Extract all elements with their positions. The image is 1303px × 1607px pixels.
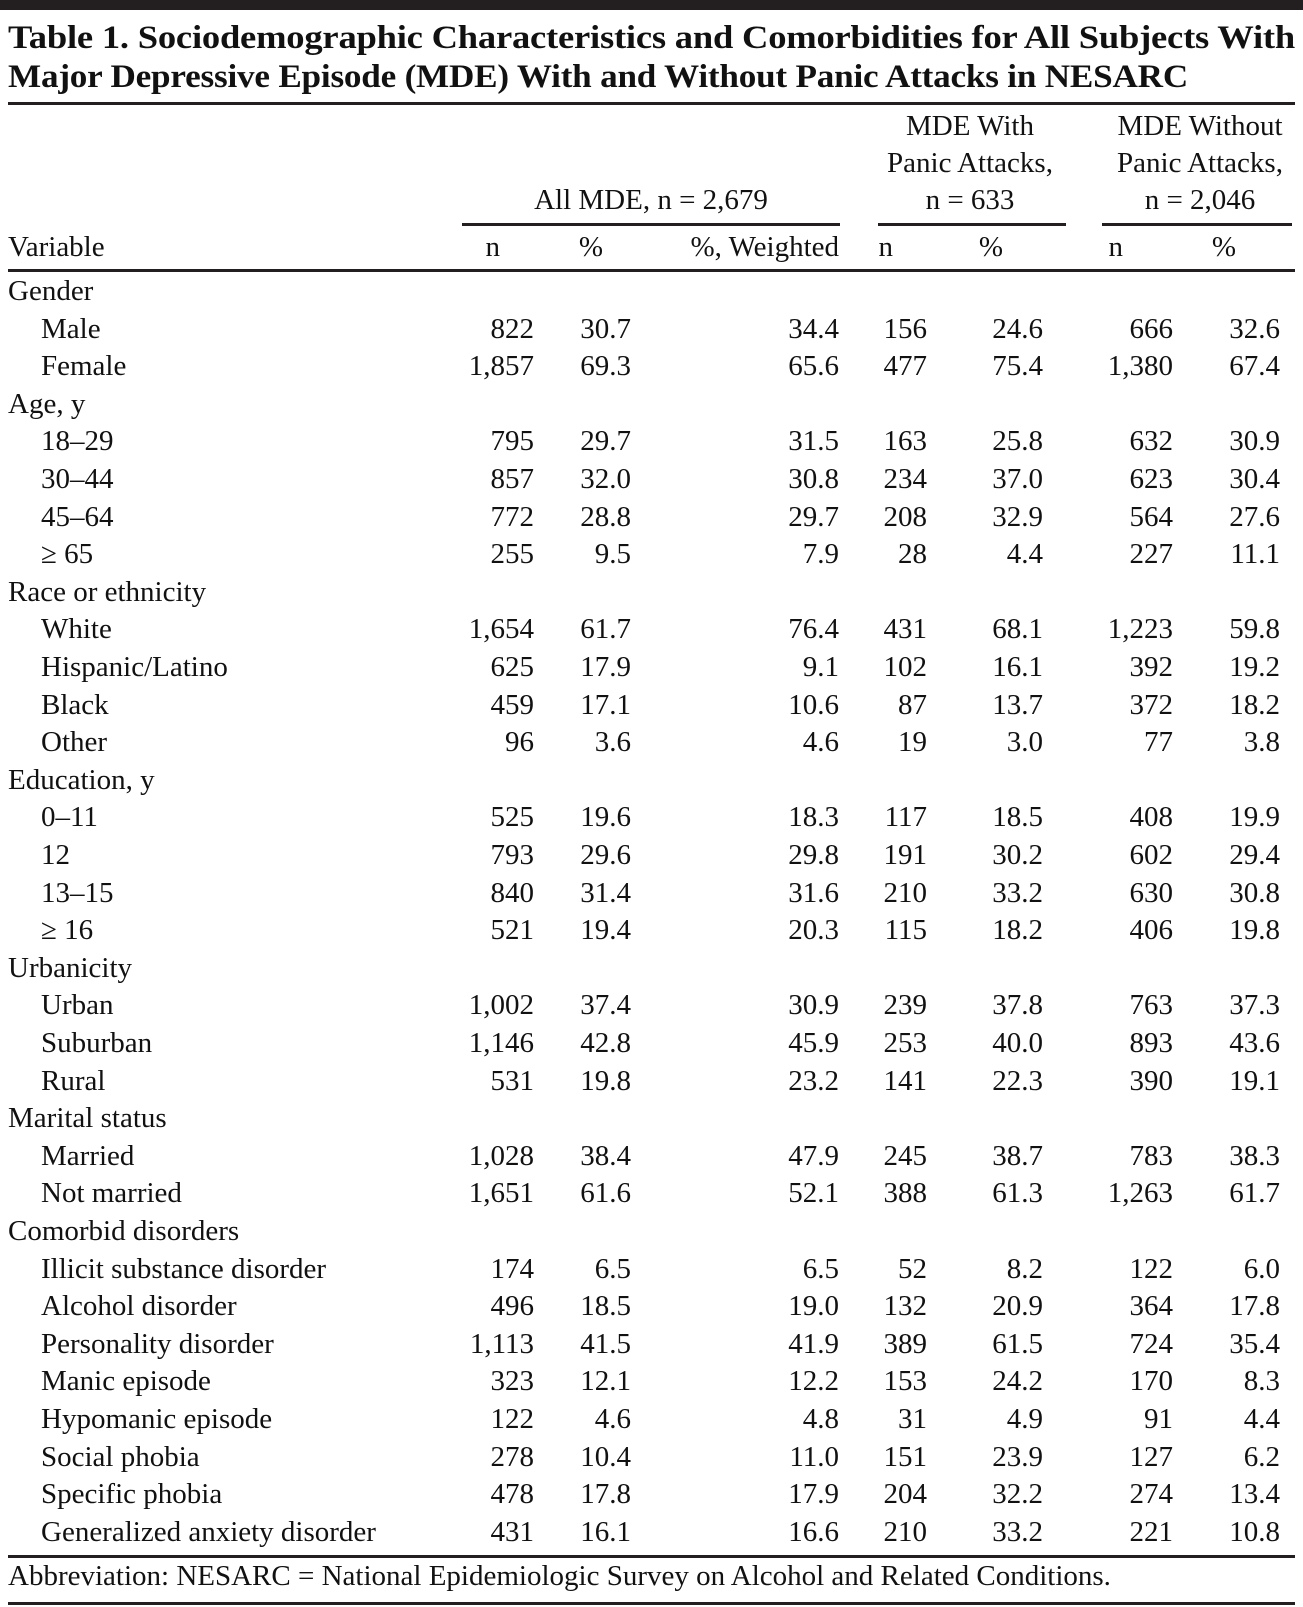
cell-without-n: 1,380 bbox=[1107, 350, 1173, 383]
cell-without-n: 372 bbox=[1129, 688, 1173, 721]
cell-without-n: 893 bbox=[1129, 1027, 1173, 1059]
row-label: Manic episode bbox=[41, 1365, 211, 1398]
row-label: Suburban bbox=[41, 1027, 153, 1059]
cell-with-n: 156 bbox=[883, 312, 927, 345]
cell-without-pct: 35.4 bbox=[1229, 1327, 1280, 1360]
table-row bbox=[0, 724, 1303, 762]
cell-with-pct: 24.2 bbox=[992, 1365, 1043, 1398]
cell-all-pct: 19.6 bbox=[580, 801, 631, 834]
cell-with-n: 191 bbox=[883, 839, 927, 871]
cell-all-pct: 10.4 bbox=[580, 1440, 631, 1473]
cell-without-pct: 19.2 bbox=[1229, 651, 1280, 683]
cell-with-pct: 33.2 bbox=[992, 1515, 1043, 1548]
cell-all-pct-weighted: 52.1 bbox=[788, 1177, 839, 1210]
table-row bbox=[0, 423, 1303, 461]
section-header-row bbox=[0, 1213, 1303, 1251]
cell-with-n: 388 bbox=[883, 1177, 927, 1210]
header-rule bbox=[8, 269, 1295, 272]
cell-with-n: 210 bbox=[883, 1515, 927, 1548]
cell-with-pct: 38.7 bbox=[992, 1139, 1043, 1172]
cell-without-pct: 29.4 bbox=[1229, 839, 1280, 871]
header-with-panic-3: n = 633 bbox=[925, 184, 1015, 216]
row-label: Not married bbox=[41, 1177, 182, 1210]
cell-all-pct-weighted: 7.9 bbox=[802, 538, 839, 571]
cell-all-pct-weighted: 30.8 bbox=[788, 463, 839, 495]
table-row bbox=[0, 499, 1303, 537]
column-header-all-n: n bbox=[485, 231, 500, 263]
cell-all-n: 323 bbox=[490, 1365, 534, 1398]
row-label: Hispanic/Latino bbox=[41, 651, 228, 683]
cell-with-pct: 8.2 bbox=[1006, 1252, 1043, 1285]
cell-with-pct: 25.8 bbox=[992, 425, 1043, 458]
cell-with-n: 234 bbox=[883, 463, 927, 495]
cell-with-n: 132 bbox=[883, 1290, 927, 1323]
table-row bbox=[0, 1251, 1303, 1289]
cell-with-pct: 18.2 bbox=[992, 914, 1043, 947]
cell-with-n: 87 bbox=[898, 688, 927, 721]
header-without-panic-1: MDE Without bbox=[1117, 110, 1283, 142]
cell-all-pct-weighted: 11.0 bbox=[789, 1440, 839, 1473]
table-row bbox=[0, 1025, 1303, 1063]
cell-all-pct: 6.5 bbox=[594, 1252, 631, 1285]
cell-without-pct: 3.8 bbox=[1243, 726, 1280, 759]
cell-all-pct-weighted: 47.9 bbox=[788, 1139, 839, 1172]
cell-all-n: 496 bbox=[490, 1290, 534, 1323]
header-without-panic-2: Panic Attacks, bbox=[1117, 147, 1283, 179]
cell-without-pct: 19.9 bbox=[1229, 801, 1280, 834]
cell-without-pct: 11.1 bbox=[1230, 538, 1280, 571]
section-label: Age, y bbox=[8, 387, 86, 420]
cell-without-n: 564 bbox=[1129, 500, 1173, 533]
footnote: Abbreviation: NESARC = National Epidemiologic Survey on Alcohol and Related Conditions. bbox=[8, 1560, 1111, 1592]
row-label: ≥ 65 bbox=[41, 538, 94, 571]
cell-with-n: 19 bbox=[898, 726, 927, 759]
cell-without-n: 1,223 bbox=[1107, 613, 1173, 646]
cell-without-pct: 38.3 bbox=[1229, 1139, 1280, 1172]
cell-all-pct: 19.4 bbox=[580, 914, 631, 947]
cell-with-pct: 30.2 bbox=[992, 839, 1043, 871]
cell-all-n: 772 bbox=[490, 500, 534, 533]
row-label: Black bbox=[41, 688, 109, 721]
cell-without-pct: 6.0 bbox=[1243, 1252, 1280, 1285]
cell-all-pct: 31.4 bbox=[580, 876, 631, 909]
cell-all-pct: 18.5 bbox=[580, 1290, 631, 1323]
cell-all-n: 525 bbox=[490, 801, 534, 834]
cell-all-n: 1,654 bbox=[468, 613, 534, 646]
cell-with-pct: 23.9 bbox=[992, 1440, 1043, 1473]
cell-with-n: 28 bbox=[898, 538, 927, 571]
cell-all-pct: 69.3 bbox=[580, 350, 631, 383]
cell-without-n: 392 bbox=[1129, 651, 1173, 683]
cell-all-n: 122 bbox=[490, 1403, 534, 1435]
table-row bbox=[0, 1401, 1303, 1439]
header-all-mde: All MDE, n = 2,679 bbox=[534, 184, 768, 216]
cell-all-pct-weighted: 31.6 bbox=[788, 876, 839, 909]
cell-all-n: 625 bbox=[490, 651, 534, 683]
row-label: Male bbox=[41, 312, 101, 345]
cell-all-n: 793 bbox=[490, 839, 534, 871]
column-header-all-pct-weighted: %, Weighted bbox=[690, 231, 839, 263]
cell-without-pct: 4.4 bbox=[1243, 1403, 1280, 1435]
cell-with-pct: 32.2 bbox=[992, 1478, 1043, 1511]
group-rule-without bbox=[1102, 223, 1292, 226]
title-rule bbox=[8, 102, 1295, 105]
cell-without-n: 632 bbox=[1129, 425, 1173, 458]
header-with-panic-2: Panic Attacks, bbox=[887, 147, 1053, 179]
cell-all-pct: 61.7 bbox=[580, 613, 631, 646]
section-header-row bbox=[0, 386, 1303, 424]
cell-with-n: 153 bbox=[883, 1365, 927, 1398]
table-row bbox=[0, 1175, 1303, 1213]
cell-all-pct: 38.4 bbox=[580, 1139, 631, 1172]
table-row bbox=[0, 311, 1303, 349]
section-header-row bbox=[0, 950, 1303, 988]
cell-without-n: 408 bbox=[1129, 801, 1173, 834]
cell-with-pct: 37.8 bbox=[992, 989, 1043, 1022]
row-label: 45–64 bbox=[41, 500, 114, 533]
cell-with-pct: 24.6 bbox=[992, 312, 1043, 345]
row-label: Alcohol disorder bbox=[41, 1290, 237, 1323]
row-label: Personality disorder bbox=[41, 1327, 274, 1360]
cell-with-n: 31 bbox=[898, 1403, 927, 1435]
cell-without-n: 274 bbox=[1129, 1478, 1173, 1511]
cell-all-pct: 42.8 bbox=[580, 1027, 631, 1059]
cell-with-pct: 37.0 bbox=[992, 463, 1043, 495]
cell-all-n: 1,113 bbox=[469, 1327, 534, 1360]
cell-all-pct-weighted: 20.3 bbox=[788, 914, 839, 947]
table-row bbox=[0, 687, 1303, 725]
cell-all-pct-weighted: 18.3 bbox=[788, 801, 839, 834]
cell-with-pct: 33.2 bbox=[992, 876, 1043, 909]
cell-all-pct: 41.5 bbox=[580, 1327, 631, 1360]
cell-all-n: 1,002 bbox=[468, 989, 534, 1022]
cell-all-pct-weighted: 4.6 bbox=[802, 726, 839, 759]
table-row bbox=[0, 987, 1303, 1025]
cell-without-n: 221 bbox=[1129, 1515, 1173, 1548]
cell-with-pct: 75.4 bbox=[992, 350, 1043, 383]
row-label: Hypomanic episode bbox=[41, 1403, 273, 1435]
table-row bbox=[0, 1063, 1303, 1101]
cell-with-pct: 4.9 bbox=[1006, 1403, 1043, 1435]
cell-with-n: 102 bbox=[883, 651, 927, 683]
row-label: 12 bbox=[41, 839, 70, 871]
table-row bbox=[0, 611, 1303, 649]
cell-with-n: 141 bbox=[883, 1064, 927, 1097]
cell-without-pct: 43.6 bbox=[1229, 1027, 1280, 1059]
section-header-row bbox=[0, 574, 1303, 612]
column-header-without-pct: % bbox=[1211, 231, 1236, 263]
cell-with-n: 151 bbox=[883, 1440, 927, 1473]
cell-all-pct: 16.1 bbox=[580, 1515, 631, 1548]
row-label: Other bbox=[41, 726, 108, 759]
table-row bbox=[0, 536, 1303, 574]
cell-without-n: 77 bbox=[1144, 726, 1173, 759]
group-rule-all bbox=[462, 223, 840, 226]
cell-all-pct: 4.6 bbox=[594, 1403, 631, 1435]
cell-with-pct: 22.3 bbox=[992, 1064, 1043, 1097]
cell-all-pct-weighted: 29.8 bbox=[788, 839, 839, 871]
cell-without-pct: 27.6 bbox=[1229, 500, 1280, 533]
cell-without-n: 602 bbox=[1129, 839, 1173, 871]
group-rule-with bbox=[878, 223, 1066, 226]
row-label: Specific phobia bbox=[41, 1478, 223, 1511]
section-label: Comorbid disorders bbox=[8, 1215, 240, 1247]
cell-without-n: 91 bbox=[1144, 1403, 1173, 1435]
cell-with-n: 389 bbox=[883, 1327, 927, 1360]
table-row bbox=[0, 1363, 1303, 1401]
row-label: Social phobia bbox=[41, 1440, 200, 1473]
cell-without-pct: 13.4 bbox=[1229, 1478, 1280, 1511]
cell-all-pct: 30.7 bbox=[580, 312, 631, 345]
cell-all-pct-weighted: 17.9 bbox=[788, 1478, 839, 1511]
table-row bbox=[0, 1138, 1303, 1176]
section-label: Gender bbox=[8, 275, 94, 307]
cell-with-n: 117 bbox=[884, 801, 927, 834]
cell-without-n: 724 bbox=[1129, 1327, 1173, 1360]
cell-without-n: 390 bbox=[1129, 1064, 1173, 1097]
cell-with-n: 52 bbox=[898, 1252, 927, 1285]
row-label: Urban bbox=[41, 989, 114, 1022]
cell-all-pct-weighted: 45.9 bbox=[788, 1027, 839, 1059]
cell-all-n: 822 bbox=[490, 312, 534, 345]
table-title-line-2: Major Depressive Episode (MDE) With and Without Panic Attacks in NESARC bbox=[8, 59, 1188, 95]
cell-all-n: 174 bbox=[490, 1252, 534, 1285]
table-row bbox=[0, 1326, 1303, 1364]
cell-all-n: 459 bbox=[490, 688, 534, 721]
column-header-with-pct: % bbox=[978, 231, 1003, 263]
cell-without-pct: 30.4 bbox=[1229, 463, 1280, 495]
cell-all-pct: 9.5 bbox=[594, 538, 631, 571]
cell-without-pct: 32.6 bbox=[1229, 312, 1280, 345]
cell-all-n: 521 bbox=[490, 914, 534, 947]
cell-all-pct: 29.7 bbox=[580, 425, 631, 458]
table-row bbox=[0, 1288, 1303, 1326]
section-header-row bbox=[0, 273, 1303, 311]
row-label: White bbox=[41, 613, 112, 646]
column-header-variable: Variable bbox=[8, 231, 105, 263]
cell-all-pct-weighted: 65.6 bbox=[788, 350, 839, 383]
cell-all-n: 531 bbox=[490, 1064, 534, 1097]
cell-with-n: 163 bbox=[883, 425, 927, 458]
cell-without-n: 406 bbox=[1129, 914, 1173, 947]
cell-with-pct: 68.1 bbox=[992, 613, 1043, 646]
cell-all-pct: 29.6 bbox=[580, 839, 631, 871]
cell-without-pct: 10.8 bbox=[1229, 1515, 1280, 1548]
cell-with-pct: 40.0 bbox=[992, 1027, 1043, 1059]
cell-without-pct: 18.2 bbox=[1229, 688, 1280, 721]
cell-all-pct: 61.6 bbox=[580, 1177, 631, 1210]
cell-all-pct-weighted: 76.4 bbox=[788, 613, 839, 646]
cell-all-pct-weighted: 10.6 bbox=[788, 688, 839, 721]
cell-all-n: 96 bbox=[505, 726, 534, 759]
cell-all-pct-weighted: 29.7 bbox=[788, 500, 839, 533]
cell-all-pct-weighted: 12.2 bbox=[788, 1365, 839, 1398]
row-label: 0–11 bbox=[41, 801, 98, 834]
cell-with-n: 431 bbox=[883, 613, 927, 646]
cell-with-pct: 4.4 bbox=[1006, 538, 1043, 571]
cell-all-n: 255 bbox=[490, 538, 534, 571]
section-label: Marital status bbox=[8, 1102, 167, 1135]
table-row bbox=[0, 649, 1303, 687]
cell-without-n: 127 bbox=[1129, 1440, 1173, 1473]
column-header-all-pct: % bbox=[578, 231, 603, 263]
cell-without-pct: 8.3 bbox=[1243, 1365, 1280, 1398]
row-label: Generalized anxiety disorder bbox=[41, 1515, 376, 1548]
cell-without-n: 623 bbox=[1129, 463, 1173, 495]
cell-all-pct-weighted: 31.5 bbox=[788, 425, 839, 458]
cell-without-n: 122 bbox=[1129, 1252, 1173, 1285]
row-label: ≥ 16 bbox=[41, 914, 94, 947]
cell-without-n: 666 bbox=[1129, 312, 1173, 345]
column-header-without-n: n bbox=[1108, 231, 1123, 263]
cell-with-n: 208 bbox=[883, 500, 927, 533]
cell-without-n: 783 bbox=[1129, 1139, 1173, 1172]
cell-with-n: 210 bbox=[883, 876, 927, 909]
table-row bbox=[0, 837, 1303, 875]
cell-all-pct-weighted: 30.9 bbox=[788, 989, 839, 1022]
row-label: 18–29 bbox=[41, 425, 114, 458]
row-label: Female bbox=[41, 350, 127, 383]
cell-with-pct: 18.5 bbox=[992, 801, 1043, 834]
cell-with-n: 253 bbox=[883, 1027, 927, 1059]
cell-without-n: 1,263 bbox=[1107, 1177, 1173, 1210]
cell-all-n: 1,146 bbox=[468, 1027, 534, 1059]
cell-all-pct-weighted: 19.0 bbox=[788, 1290, 839, 1323]
cell-without-pct: 59.8 bbox=[1229, 613, 1280, 646]
cell-with-n: 204 bbox=[883, 1478, 927, 1511]
cell-all-n: 840 bbox=[490, 876, 534, 909]
table-row bbox=[0, 1439, 1303, 1477]
cell-all-pct-weighted: 6.5 bbox=[802, 1252, 839, 1285]
cell-without-pct: 19.1 bbox=[1229, 1064, 1280, 1097]
cell-without-pct: 37.3 bbox=[1229, 989, 1280, 1022]
cell-without-pct: 67.4 bbox=[1229, 350, 1280, 383]
cell-all-pct: 17.1 bbox=[580, 688, 631, 721]
cell-all-n: 478 bbox=[490, 1478, 534, 1511]
cell-all-pct: 17.8 bbox=[580, 1478, 631, 1511]
cell-with-n: 477 bbox=[883, 350, 927, 383]
cell-without-n: 763 bbox=[1129, 989, 1173, 1022]
cell-all-pct: 37.4 bbox=[580, 989, 631, 1022]
table-row bbox=[0, 348, 1303, 386]
cell-without-pct: 19.8 bbox=[1229, 914, 1280, 947]
table-row bbox=[0, 875, 1303, 913]
cell-without-n: 630 bbox=[1129, 876, 1173, 909]
row-label: Married bbox=[41, 1139, 135, 1172]
cell-all-n: 1,028 bbox=[468, 1139, 534, 1172]
section-header-row bbox=[0, 762, 1303, 800]
table-row bbox=[0, 1476, 1303, 1514]
table-row bbox=[0, 912, 1303, 950]
cell-without-n: 227 bbox=[1129, 538, 1173, 571]
table-title-line-1: Table 1. Sociodemographic Characteristics and Comorbidities for All Subjects With bbox=[8, 20, 1295, 56]
cell-all-n: 278 bbox=[490, 1440, 534, 1473]
cell-all-pct: 28.8 bbox=[580, 500, 631, 533]
row-label: 13–15 bbox=[41, 876, 114, 909]
cell-with-n: 245 bbox=[883, 1139, 927, 1172]
column-header-row bbox=[0, 229, 1303, 267]
table-row bbox=[0, 1514, 1303, 1552]
cell-with-n: 239 bbox=[883, 989, 927, 1022]
cell-all-pct: 32.0 bbox=[580, 463, 631, 495]
section-header-row bbox=[0, 1100, 1303, 1138]
cell-with-pct: 32.9 bbox=[992, 500, 1043, 533]
cell-without-pct: 30.9 bbox=[1229, 425, 1280, 458]
section-label: Urbanicity bbox=[8, 951, 133, 984]
table-row bbox=[0, 799, 1303, 837]
footnote-rule bbox=[8, 1602, 1295, 1605]
top-rule bbox=[0, 0, 1303, 10]
cell-all-pct-weighted: 23.2 bbox=[788, 1064, 839, 1097]
cell-with-pct: 20.9 bbox=[992, 1290, 1043, 1323]
table-row bbox=[0, 461, 1303, 499]
cell-all-pct-weighted: 41.9 bbox=[788, 1327, 839, 1360]
section-label: Education, y bbox=[8, 763, 155, 796]
cell-all-pct-weighted: 4.8 bbox=[802, 1403, 839, 1435]
cell-all-n: 1,651 bbox=[468, 1177, 534, 1210]
cell-all-pct: 17.9 bbox=[580, 651, 631, 683]
cell-without-pct: 30.8 bbox=[1229, 876, 1280, 909]
cell-with-pct: 61.3 bbox=[992, 1177, 1043, 1210]
cell-without-pct: 61.7 bbox=[1229, 1177, 1280, 1210]
cell-with-pct: 16.1 bbox=[992, 651, 1043, 683]
bottom-table-rule bbox=[8, 1555, 1295, 1558]
cell-all-n: 857 bbox=[490, 463, 534, 495]
cell-all-pct: 12.1 bbox=[580, 1365, 631, 1398]
cell-with-pct: 3.0 bbox=[1006, 726, 1043, 759]
section-label: Race or ethnicity bbox=[8, 575, 207, 608]
cell-with-pct: 61.5 bbox=[992, 1327, 1043, 1360]
cell-all-pct: 3.6 bbox=[594, 726, 631, 759]
cell-without-pct: 17.8 bbox=[1229, 1290, 1280, 1323]
cell-with-n: 115 bbox=[884, 914, 927, 947]
header-without-panic-3: n = 2,046 bbox=[1144, 184, 1256, 216]
cell-all-n: 795 bbox=[490, 425, 534, 458]
cell-all-pct-weighted: 16.6 bbox=[788, 1515, 839, 1548]
cell-without-n: 364 bbox=[1129, 1290, 1173, 1323]
row-label: Illicit substance disorder bbox=[41, 1252, 327, 1285]
cell-with-pct: 13.7 bbox=[992, 688, 1043, 721]
cell-all-pct-weighted: 34.4 bbox=[788, 312, 839, 345]
row-label: 30–44 bbox=[41, 463, 114, 495]
column-header-with-n: n bbox=[878, 231, 893, 263]
cell-all-pct-weighted: 9.1 bbox=[802, 651, 839, 683]
cell-all-n: 431 bbox=[490, 1515, 534, 1548]
row-label: Rural bbox=[41, 1064, 106, 1097]
header-with-panic-1: MDE With bbox=[906, 110, 1034, 142]
cell-all-pct: 19.8 bbox=[580, 1064, 631, 1097]
cell-all-n: 1,857 bbox=[468, 350, 534, 383]
cell-without-n: 170 bbox=[1129, 1365, 1173, 1398]
cell-without-pct: 6.2 bbox=[1243, 1440, 1280, 1473]
